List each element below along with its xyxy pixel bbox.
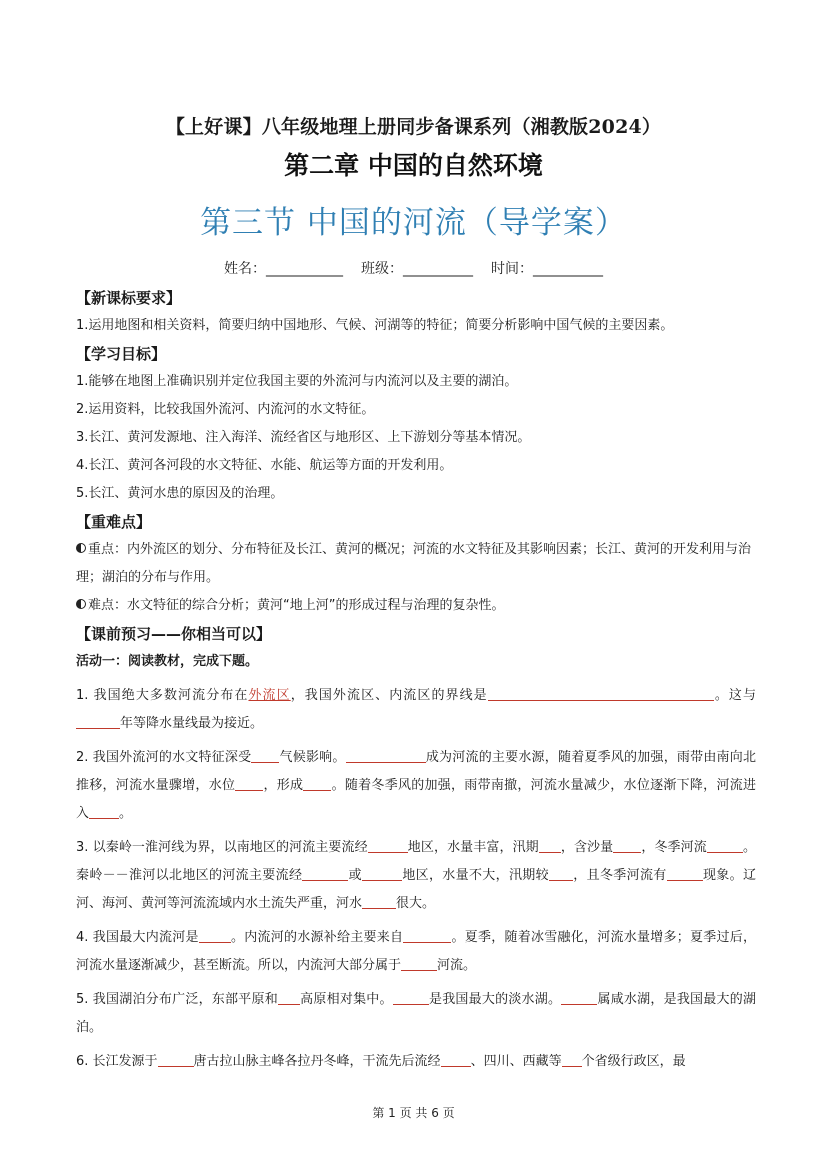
answer-blank[interactable] xyxy=(549,864,573,881)
answer-blank[interactable] xyxy=(539,836,561,853)
answer-blank[interactable] xyxy=(303,774,331,791)
key-point-difficulty: 难点：水文特征的综合分析；黄河“地上河”的形成过程与治理的复杂性。 xyxy=(76,592,756,620)
name-field[interactable]: 姓名：___________ xyxy=(224,261,343,277)
answer-blank[interactable] xyxy=(302,864,348,881)
answer-blank[interactable] xyxy=(199,926,231,943)
answer-blank[interactable] xyxy=(562,1050,582,1067)
answer-blank[interactable] xyxy=(403,926,451,943)
objective-item: 5.长江、黄河水患的原因及的治理。 xyxy=(76,486,284,501)
time-field[interactable]: 时间：__________ xyxy=(491,261,603,277)
answer-blank[interactable] xyxy=(89,802,119,819)
key-point-focus: 重点：内外流区的划分、分布特征及长江、黄河的概况；河流的水文特征及其影响因素；长江、黄河的开发利用与治理；湖泊的分布与作用。 xyxy=(76,542,752,585)
objective-item: 2.运用资料，比较我国外流河、内流河的水文特征。 xyxy=(76,402,375,417)
question-1: 1. 我国绝大多数河流分布在外流区，我国外流区、内流区的界线是 。这与年等降水量线最为接近。 xyxy=(76,682,756,738)
answer-blank[interactable] xyxy=(362,864,402,881)
page-footer: 第 1 页 共 6 页 xyxy=(372,1106,455,1120)
answer-blank[interactable] xyxy=(346,746,426,763)
answer-blank[interactable] xyxy=(278,988,300,1005)
class-field[interactable]: 班级：__________ xyxy=(361,261,473,277)
answer-blank[interactable] xyxy=(235,774,263,791)
section-title: 第三节 中国的河流（导学案） xyxy=(200,205,627,241)
answer-blank[interactable] xyxy=(441,1050,471,1067)
objective-item: 3.长江、黄河发源地、注入海洋、流经省区与地形区、上下游划分等基本情况。 xyxy=(76,430,531,445)
answer-blank[interactable] xyxy=(707,836,743,853)
answer-blank[interactable] xyxy=(368,836,408,853)
answer-blank[interactable] xyxy=(76,712,120,729)
question-5: 5. 我国湖泊分布广泛，东部平原和 高原相对集中。 是我国最大的淡水湖。 属咸水湖，是我国最大的湖泊。 xyxy=(76,986,756,1042)
answer-blank[interactable] xyxy=(667,864,703,881)
half-circle-icon xyxy=(76,543,86,553)
question-3: 3. 以秦岭一淮河线为界，以南地区的河流主要流经 地区，水量丰富，汛期 ，含沙量 ，冬季河流 。秦岭－－淮河以北地区的河流主要流经 或 地区，水量不大，汛期较 ，且冬季河流有 现象。辽河、海河、黄河等河流流域内水土流失严重，河水 很大。 xyxy=(76,834,756,918)
answer-blank[interactable] xyxy=(613,836,641,853)
question-6: 6. 长江发源于 唐古拉山脉主峰各拉丹冬峰，干流先后流经 、四川、西藏等 个省级行政区，最 xyxy=(76,1048,756,1076)
chapter-title: 第二章 中国的自然环境 xyxy=(284,151,543,180)
answer-blank[interactable] xyxy=(488,684,714,701)
objective-item: 1.能够在地图上准确识别并定位我国主要的外流河与内流河以及主要的湖泊。 xyxy=(76,374,518,389)
answer-blank[interactable] xyxy=(362,892,396,909)
half-circle-icon xyxy=(76,599,86,609)
answer-blank[interactable] xyxy=(401,954,437,971)
objectives-heading: 【学习目标】 xyxy=(76,345,167,363)
question-2: 2. 我国外流河的水文特征深受 气候影响。 成为河流的主要水源，随着夏季风的加强，雨带由南向北推移，河流水量骤增，水位 ，形成 。随着冬季风的加强，雨带南撤，河流水量减少，水位逐渐下降，河流进入 。 xyxy=(76,744,756,828)
student-info-line xyxy=(0,258,827,278)
answer-blank[interactable] xyxy=(158,1050,194,1067)
key-points-heading: 【重难点】 xyxy=(76,513,152,531)
activity-label: 活动一：阅读教材，完成下题。 xyxy=(76,654,259,669)
preview-heading: 【课前预习——你相当可以】 xyxy=(76,625,272,643)
answer-blank[interactable] xyxy=(561,988,597,1005)
question-4: 4. 我国最大内流河是 。内流河的水源补给主要来自 。夏季，随着冰雪融化，河流水量增多；夏季过后，河流水量逐渐减少，甚至断流。所以，内流河大部分属于 河流。 xyxy=(76,924,756,980)
curriculum-heading: 【新课标要求】 xyxy=(76,289,182,307)
objective-item: 4.长江、黄河各河段的水文特征、水能、航运等方面的开发利用。 xyxy=(76,458,453,473)
answer-blank[interactable] xyxy=(393,988,429,1005)
filled-answer: 外流区 xyxy=(248,688,291,703)
answer-blank[interactable] xyxy=(251,746,279,763)
series-title: 【上好课】八年级地理上册同步备课系列（湘教版2024） xyxy=(165,116,662,138)
curriculum-text: 1.运用地图和相关资料，简要归纳中国地形、气候、河湖等的特征；简要分析影响中国气候的主要因素。 xyxy=(76,318,674,333)
document-body xyxy=(76,284,756,1076)
